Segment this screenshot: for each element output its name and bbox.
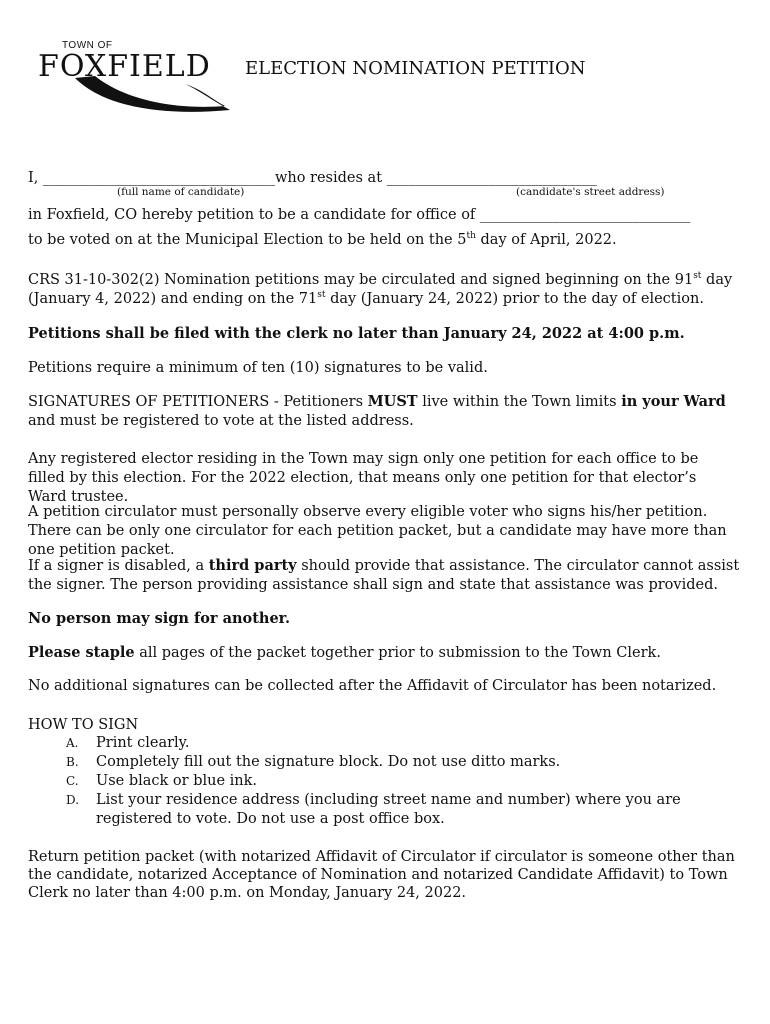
candidate-resides-label: who resides at [274,170,387,186]
logo-town-of: TOWN OF [62,40,113,51]
candidate-address-blank[interactable]: _____________________________ [386,170,597,186]
minimum-signatures-text: Petitions require a minimum of ten (10) signatures to be valid. [28,360,488,376]
crs-paragraph: CRS 31-10-302(2) Nomination petitions may be circulated and signed beginning on the 91st day (January 4, 2022) and ending on the 71st day (January 24, 2022) prior to the day of election. [28,271,733,307]
list-item: C. Use black or blue ink. [66,773,258,789]
no-person-notice: No person may sign for another. [28,610,291,627]
office-line [28,206,690,225]
office-blank[interactable]: _____________________________ [479,207,691,223]
how-to-sign-heading: HOW TO SIGN [28,717,139,733]
elector-paragraph: Any registered elector residing in the Town may sign only one petition for each office to be filled by this election. For the 2022 election, that means only one petition for that elector’s Ward trustee. [28,451,699,505]
filing-deadline-notice: Petitions shall be filed with the clerk no later than January 24, 2022 at 4:00 p.m. [28,325,685,342]
no-additional-signatures-text: No additional signatures can be collected after the Affidavit of Circulator has been notarized. [28,678,717,694]
election-date-line [28,231,617,250]
circulator-paragraph: A petition circulator must personally observe every eligible voter who signs his/her petition. There can be only one circulator for each petition packet, but a candidate may have more than one petition packet. [28,504,727,558]
candidate-name-blank[interactable]: ________________________________ [42,170,275,186]
name-caption: (full name of candidate) [117,186,245,198]
list-item: A. Print clearly. [66,735,190,751]
list-item: B. Completely fill out the signature block. Do not use ditto marks. [66,754,561,770]
candidate-prefix: I, [28,170,43,186]
ordinal-suffix: th [466,231,476,242]
staple-paragraph: Please staple all pages of the packet together prior to submission to the Town Clerk. [28,644,661,661]
how-to-sign-list [66,734,751,829]
disabled-signer-paragraph: If a signer is disabled, a third party should provide that assistance. The circulator cannot assist the signer. The person providing assistance shall sign and state that assistance was provided. [28,557,740,593]
signatures-paragraph: SIGNATURES OF PETITIONERS - Petitioners MUST live within the Town limits in your Ward and must be registered to vote at the listed address. [28,393,726,429]
list-item: D. List your residence address (including street name and number) where you are registered to vote. Do not use a post office box. [66,792,681,827]
address-caption: (candidate's street address) [516,186,665,198]
election-date-text: to be voted on at the Municipal Election to be held on the 5 [28,232,467,248]
logo-wordmark: FOXFIELD [38,49,211,84]
return-instructions: Return petition packet (with notarized Affidavit of Circulator if circulator is someone other than the candidate, notarized Acceptance of Nomination and notarized Candidate Affidavit) to Town Clerk no later than 4:00 p.m. on Monday, January 24, 2022. [28,849,735,901]
candidate-line [28,169,597,188]
office-label: in Foxfield, CO hereby petition to be a candidate for office of [28,207,480,223]
election-date-text-end: day of April, 2022. [475,232,617,248]
page-title: ELECTION NOMINATION PETITION [245,58,586,79]
